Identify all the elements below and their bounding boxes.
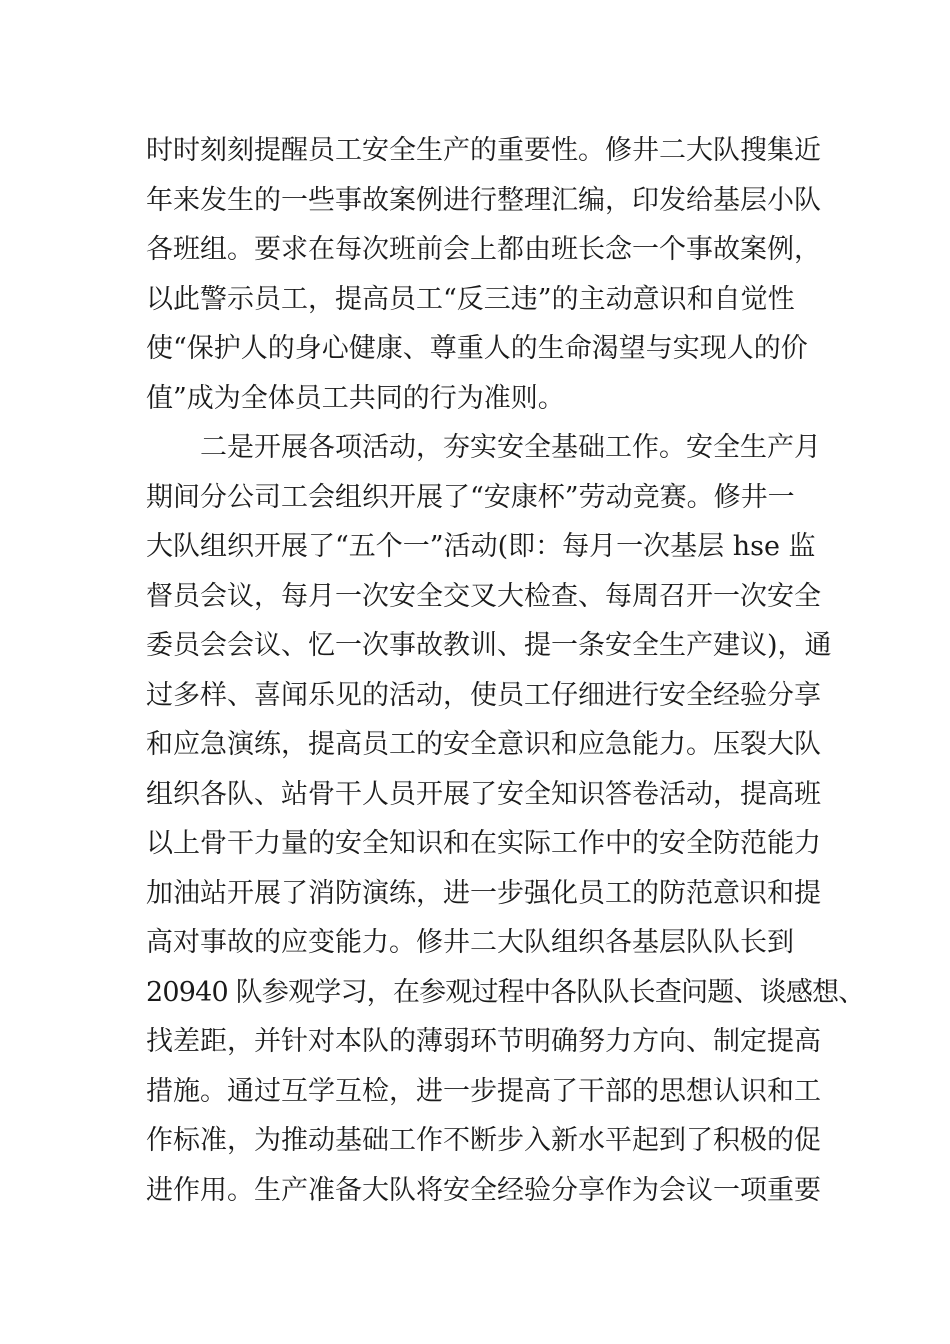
text-line: 高对事故的应变能力。修井二大队组织各基层队队长到 bbox=[146, 927, 794, 958]
text-line: 值”成为全体员工共同的行为准则。 bbox=[146, 382, 565, 414]
text-line: 督员会议，每月一次安全交叉大检查、每周召开一次安全 bbox=[146, 580, 821, 612]
document-body bbox=[146, 126, 865, 1215]
text-line: 各班组。要求在每次班前会上都由班长念一个事故案例， bbox=[146, 234, 821, 265]
text-line: 期间分公司工会组织开展了“安康杯”劳动竞赛。修井一 bbox=[146, 481, 795, 513]
text-line: 加油站开展了消防演练，进一步强化员工的防范意识和提 bbox=[146, 877, 821, 909]
text-line: 使“保护人的身心健康、尊重人的生命渴望与实现人的价 bbox=[146, 333, 808, 364]
text-line: 时时刻刻提醒员工安全生产的重要性。修井二大队搜集近 bbox=[146, 135, 821, 166]
text-line: 以上骨干力量的安全知识和在实际工作中的安全防范能力 bbox=[146, 828, 821, 859]
text-line: 作标准，为推动基础工作不断步入新水平起到了积极的促 bbox=[146, 1125, 821, 1156]
text-line: 找差距，并针对本队的薄弱环节明确努力方向、制定提高 bbox=[146, 1026, 821, 1057]
paragraph-start-line: 二是开展各项活动，夯实安全基础工作。安全生产月 bbox=[200, 432, 821, 463]
text-line: 组织各队、站骨干人员开展了安全知识答卷活动，提高班 bbox=[146, 778, 821, 810]
text-line: 措施。通过互学互检，进一步提高了干部的思想认识和工 bbox=[146, 1075, 821, 1107]
text-line: 和应急演练，提高员工的安全意识和应急能力。压裂大队 bbox=[146, 729, 821, 760]
text-line: 以此警示员工，提高员工“反三违”的主动意识和自觉性 bbox=[146, 283, 795, 315]
text-line: 进作用。生产准备大队将安全经验分享作为会议一项重要 bbox=[146, 1174, 821, 1206]
text-line: 年来发生的一些事故案例进行整理汇编，印发给基层小队 bbox=[146, 184, 821, 216]
text-line: 委员会会议、忆一次事故教训、提一条安全生产建议)，通 bbox=[146, 630, 832, 661]
text-line: 20940 队参观学习，在参观过程中各队队长查问题、谈感想、 bbox=[146, 976, 865, 1008]
text-line: 大队组织开展了“五个一”活动(即：每月一次基层 hse 监 bbox=[146, 531, 816, 562]
text-line: 过多样、喜闻乐见的活动，使员工仔细进行安全经验分享 bbox=[146, 679, 821, 711]
